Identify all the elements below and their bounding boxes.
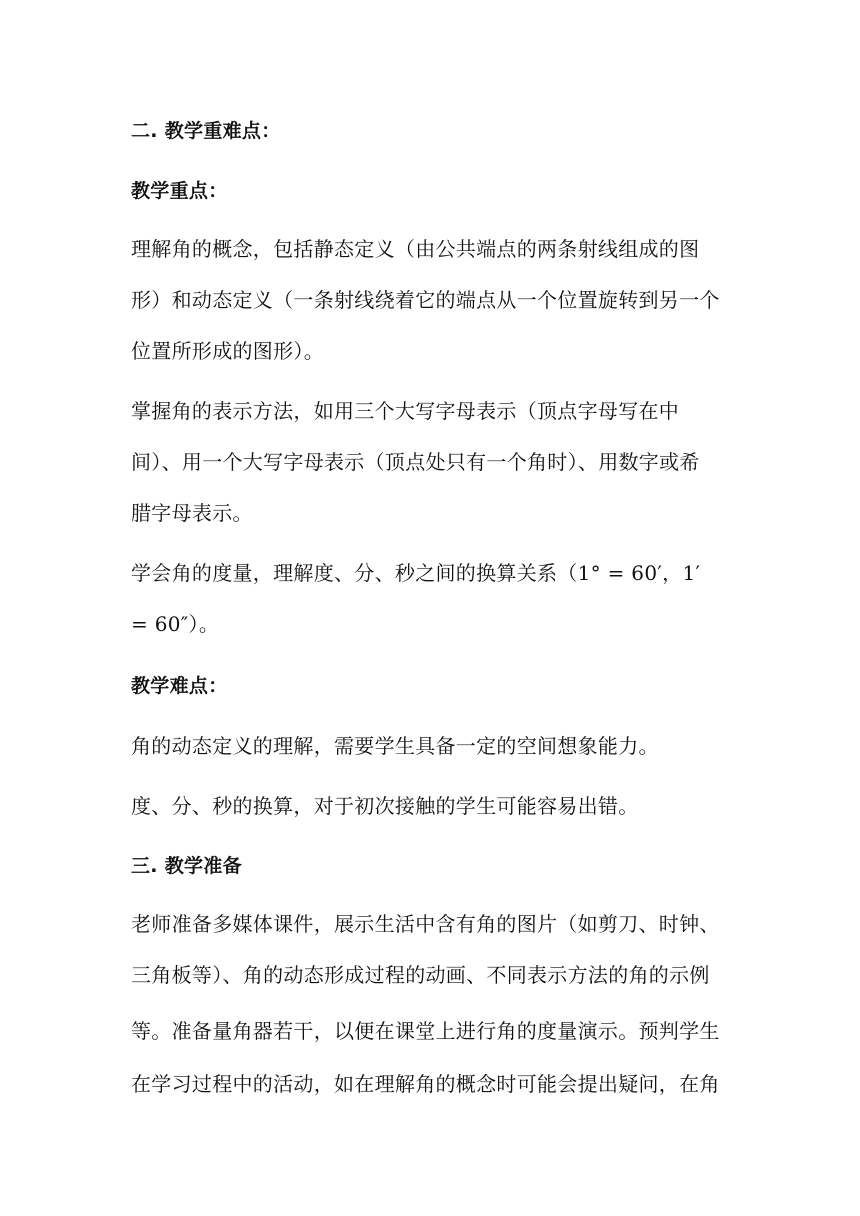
paragraph-line: 理解角的概念，包括静态定义（由公共端点的两条射线组成的图 <box>131 237 700 261</box>
paragraph-line: 掌握角的表示方法，如用三个大写字母表示（顶点字母写在中 <box>131 399 680 423</box>
difficulties-heading: 教学难点： <box>131 675 228 697</box>
paragraph-line: 三角板等）、角的动态形成过程的动画、不同表示方法的角的示例 <box>131 963 710 987</box>
paragraph-line: 老师准备多媒体课件，展示生活中含有角的图片（如剪刀、时钟、 <box>131 912 720 936</box>
paragraph-line: 位置所形成的图形）。 <box>131 339 324 363</box>
paragraph-line: = 60″）。 <box>131 612 220 636</box>
paragraph-line: 学会角的度量，理解度、分、秒之间的换算关系（1° = 60′，1′ <box>131 561 701 585</box>
section-heading-preparation: 三. 教学准备 <box>131 855 242 877</box>
paragraph-line: 间）、用一个大写字母表示（顶点处只有一个角时）、用数字或希 <box>131 450 700 474</box>
paragraph-line: 等。准备量角器若干，以便在课堂上进行角的度量演示。预判学生 <box>131 1019 720 1043</box>
key-points-heading: 教学重点： <box>131 180 228 202</box>
paragraph-line: 度、分、秒的换算，对于初次接触的学生可能容易出错。 <box>131 794 639 818</box>
paragraph-line: 腊字母表示。 <box>131 501 253 525</box>
paragraph-line: 在学习过程中的活动，如在理解角的概念时可能会提出疑问，在角 <box>131 1072 720 1096</box>
paragraph-line: 角的动态定义的理解，需要学生具备一定的空间想象能力。 <box>131 734 659 758</box>
section-heading-difficulties: 二. 教学重难点： <box>131 120 281 142</box>
paragraph-line: 形）和动态定义（一条射线绕着它的端点从一个位置旋转到另一个 <box>131 288 720 312</box>
